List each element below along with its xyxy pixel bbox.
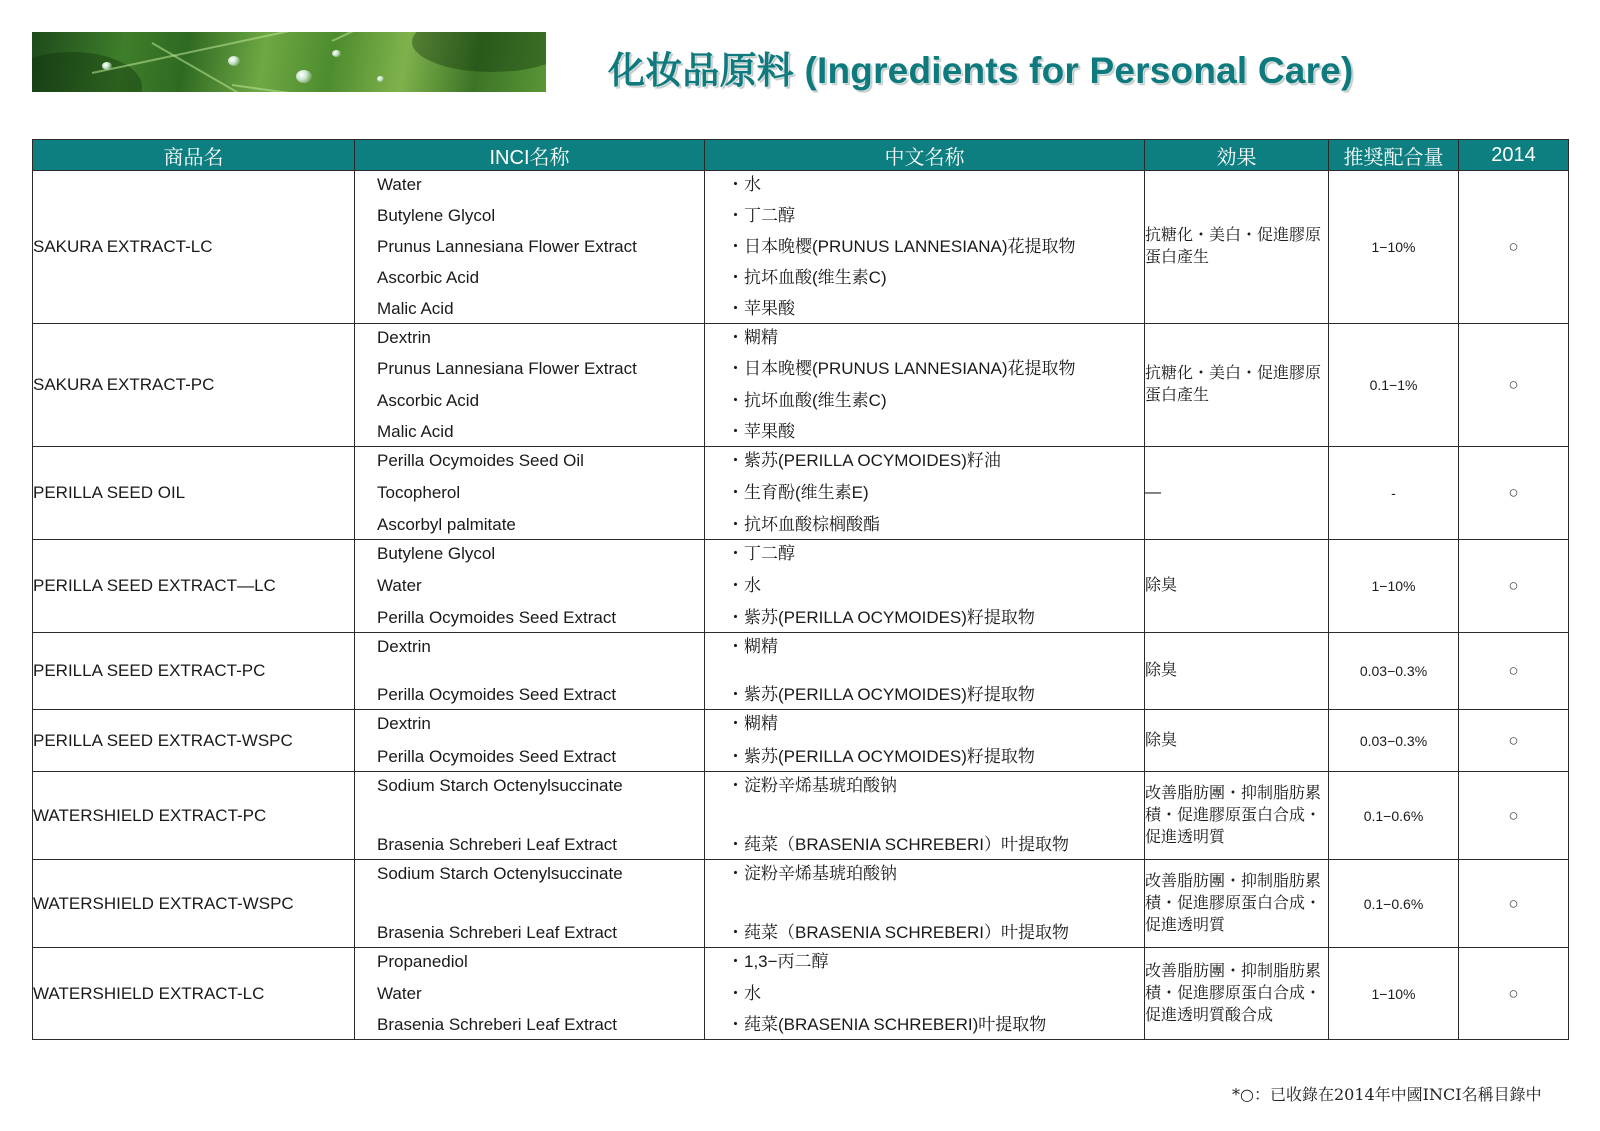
chinese-name-cell	[705, 324, 1145, 447]
chinese-ingredient: ・水	[727, 175, 761, 194]
inci-name-cell	[355, 633, 705, 710]
inci-ingredient: Water	[377, 576, 422, 595]
inci-ingredient: Tocopherol	[377, 483, 461, 502]
chinese-ingredient: ・淀粉辛烯基琥珀酸钠	[727, 776, 897, 795]
inci-ingredient: Ascorbic Acid	[377, 268, 480, 287]
footnote: *○：已收錄在2014年中國INCI名稱目錄中	[1232, 1085, 1542, 1104]
inci-name-cell	[355, 171, 705, 324]
inci-name-cell	[355, 948, 705, 1040]
dosage-cell: 1−10%	[1329, 171, 1459, 324]
product-name-cell: SAKURA EXTRACT-PC	[33, 324, 355, 447]
chinese-ingredient: ・莼菜（BRASENIA SCHREBERI）叶提取物	[727, 835, 1069, 854]
chinese-ingredient: ・水	[727, 576, 761, 595]
inci-2014-mark-cell: ○	[1459, 948, 1569, 1040]
chinese-name-cell	[705, 710, 1145, 772]
ingredients-table	[32, 139, 1569, 1040]
column-header-dosage: 推奨配合量	[1329, 140, 1459, 171]
chinese-name-cell	[705, 772, 1145, 860]
product-name-cell: WATERSHIELD EXTRACT-LC	[33, 948, 355, 1040]
inci-2014-mark-cell: ○	[1459, 324, 1569, 447]
dosage-cell: 0.1−0.6%	[1329, 772, 1459, 860]
chinese-name-cell	[705, 540, 1145, 633]
inci-ingredient: Butylene Glycol	[377, 544, 496, 563]
product-name-cell: PERILLA SEED EXTRACT-PC	[33, 633, 355, 710]
inci-name-cell	[355, 324, 705, 447]
chinese-ingredient: ・丁二醇	[727, 544, 795, 563]
column-header-chinese-name: 中文名称	[705, 140, 1145, 171]
chinese-ingredient: ・1,3−丙二醇	[727, 952, 829, 971]
inci-ingredient: Butylene Glycol	[377, 206, 496, 225]
inci-ingredient: Dextrin	[377, 714, 431, 733]
inci-ingredient: Malic Acid	[377, 421, 454, 441]
table-header-row	[33, 140, 1569, 171]
inci-2014-mark-cell: ○	[1459, 540, 1569, 633]
inci-ingredient: Water	[377, 175, 422, 194]
chinese-ingredient: ・紫苏(PERILLA OCYMOIDES)籽油	[727, 451, 1001, 470]
chinese-ingredient: ・水	[727, 983, 761, 1003]
chinese-ingredient: ・莼菜(BRASENIA SCHREBERI)叶提取物	[727, 1015, 1047, 1034]
chinese-ingredient: ・生育酚(维生素E)	[727, 483, 869, 502]
chinese-ingredient: ・莼菜（BRASENIA SCHREBERI）叶提取物	[727, 923, 1069, 942]
chinese-name-cell	[705, 447, 1145, 540]
product-name-cell: PERILLA SEED OIL	[33, 447, 355, 540]
chinese-ingredient: ・糊精	[727, 714, 778, 733]
table-row	[33, 710, 1569, 772]
chinese-ingredient: ・糊精	[727, 328, 778, 347]
dosage-cell: 0.1−1%	[1329, 324, 1459, 447]
inci-ingredient: Sodium Starch Octenylsuccinate	[377, 864, 623, 883]
inci-ingredient: Brasenia Schreberi Leaf Extract	[377, 1015, 618, 1034]
chinese-ingredient: ・苹果酸	[727, 421, 795, 441]
chinese-ingredient: ・抗坏血酸棕榈酸酯	[727, 515, 880, 534]
inci-name-cell	[355, 710, 705, 772]
dosage-cell: 0.03−0.3%	[1329, 710, 1459, 772]
effect-cell: 改善脂肪團・抑制脂肪累積・促進膠原蛋白合成・促進透明質	[1145, 772, 1329, 860]
inci-ingredient: Ascorbyl palmitate	[377, 515, 516, 534]
chinese-ingredient: ・紫苏(PERILLA OCYMOIDES)籽提取物	[727, 685, 1035, 704]
inci-2014-mark-cell: ○	[1459, 447, 1569, 540]
product-name-cell: PERILLA SEED EXTRACT—LC	[33, 540, 355, 633]
table-row	[33, 447, 1569, 540]
inci-2014-mark-cell: ○	[1459, 860, 1569, 948]
chinese-ingredient: ・淀粉辛烯基琥珀酸钠	[727, 864, 897, 883]
inci-name-cell	[355, 772, 705, 860]
inci-2014-mark-cell: ○	[1459, 710, 1569, 772]
column-header-2014: 2014	[1459, 140, 1569, 171]
table-row	[33, 171, 1569, 324]
chinese-ingredient: ・日本晚樱(PRUNUS LANNESIANA)花提取物	[727, 359, 1076, 379]
effect-cell: 除臭	[1145, 710, 1329, 772]
column-header-product: 商品名	[33, 140, 355, 171]
inci-2014-mark-cell: ○	[1459, 772, 1569, 860]
title-chinese: 化妆品原料	[608, 50, 794, 91]
column-header-inci: INCI名称	[355, 140, 705, 171]
page-title	[608, 40, 1353, 96]
leaf-banner-image	[32, 32, 546, 92]
chinese-ingredient: ・日本晚樱(PRUNUS LANNESIANA)花提取物	[727, 237, 1076, 256]
inci-ingredient: Perilla Ocymoides Seed Extract	[377, 608, 617, 627]
inci-ingredient: Water	[377, 983, 422, 1003]
chinese-ingredient: ・丁二醇	[727, 206, 795, 225]
inci-ingredient: Ascorbic Acid	[377, 390, 480, 410]
inci-ingredient: Sodium Starch Octenylsuccinate	[377, 776, 623, 795]
chinese-name-cell	[705, 948, 1145, 1040]
dosage-cell: 0.03−0.3%	[1329, 633, 1459, 710]
effect-cell: 除臭	[1145, 540, 1329, 633]
inci-ingredient: Brasenia Schreberi Leaf Extract	[377, 835, 618, 854]
chinese-name-cell	[705, 171, 1145, 324]
inci-2014-mark-cell: ○	[1459, 633, 1569, 710]
table-row	[33, 633, 1569, 710]
title-english: (Ingredients for Personal Care)	[804, 50, 1354, 91]
effect-cell: 除臭	[1145, 633, 1329, 710]
inci-ingredient: Dextrin	[377, 328, 431, 347]
chinese-ingredient: ・抗坏血酸(维生素C)	[727, 390, 887, 410]
inci-ingredient: Perilla Ocymoides Seed Oil	[377, 451, 584, 470]
inci-ingredient: Prunus Lannesiana Flower Extract	[377, 237, 637, 256]
chinese-ingredient: ・抗坏血酸(维生素C)	[727, 268, 887, 287]
dosage-cell: -	[1329, 447, 1459, 540]
dosage-cell: 1−10%	[1329, 540, 1459, 633]
inci-2014-mark-cell: ○	[1459, 171, 1569, 324]
chinese-ingredient: ・糊精	[727, 637, 778, 656]
effect-cell: —	[1145, 447, 1329, 540]
inci-ingredient: Perilla Ocymoides Seed Extract	[377, 685, 617, 704]
effect-cell: 改善脂肪團・抑制脂肪累積・促進膠原蛋白合成・促進透明質酸合成	[1145, 948, 1329, 1040]
inci-ingredient: Brasenia Schreberi Leaf Extract	[377, 923, 618, 942]
table-row	[33, 860, 1569, 948]
inci-ingredient: Prunus Lannesiana Flower Extract	[377, 359, 637, 379]
table-row	[33, 540, 1569, 633]
chinese-ingredient: ・紫苏(PERILLA OCYMOIDES)籽提取物	[727, 608, 1035, 627]
chinese-name-cell	[705, 633, 1145, 710]
effect-cell: 改善脂肪團・抑制脂肪累積・促進膠原蛋白合成・促進透明質	[1145, 860, 1329, 948]
inci-name-cell	[355, 447, 705, 540]
table-row	[33, 948, 1569, 1040]
table-row	[33, 324, 1569, 447]
inci-ingredient: Dextrin	[377, 637, 431, 656]
column-header-effect: 効果	[1145, 140, 1329, 171]
inci-name-cell	[355, 540, 705, 633]
product-name-cell: SAKURA EXTRACT-LC	[33, 171, 355, 324]
product-name-cell: WATERSHIELD EXTRACT-WSPC	[33, 860, 355, 948]
inci-ingredient: Propanediol	[377, 952, 468, 971]
chinese-name-cell	[705, 860, 1145, 948]
effect-cell: 抗糖化・美白・促進膠原蛋白產生	[1145, 171, 1329, 324]
product-name-cell: PERILLA SEED EXTRACT-WSPC	[33, 710, 355, 772]
dosage-cell: 1−10%	[1329, 948, 1459, 1040]
table-row	[33, 772, 1569, 860]
chinese-ingredient: ・紫苏(PERILLA OCYMOIDES)籽提取物	[727, 747, 1035, 766]
inci-name-cell	[355, 860, 705, 948]
chinese-ingredient: ・苹果酸	[727, 299, 795, 318]
inci-ingredient: Perilla Ocymoides Seed Extract	[377, 747, 617, 766]
inci-ingredient: Malic Acid	[377, 299, 454, 318]
effect-cell: 抗糖化・美白・促進膠原蛋白產生	[1145, 324, 1329, 447]
product-name-cell: WATERSHIELD EXTRACT-PC	[33, 772, 355, 860]
dosage-cell: 0.1−0.6%	[1329, 860, 1459, 948]
